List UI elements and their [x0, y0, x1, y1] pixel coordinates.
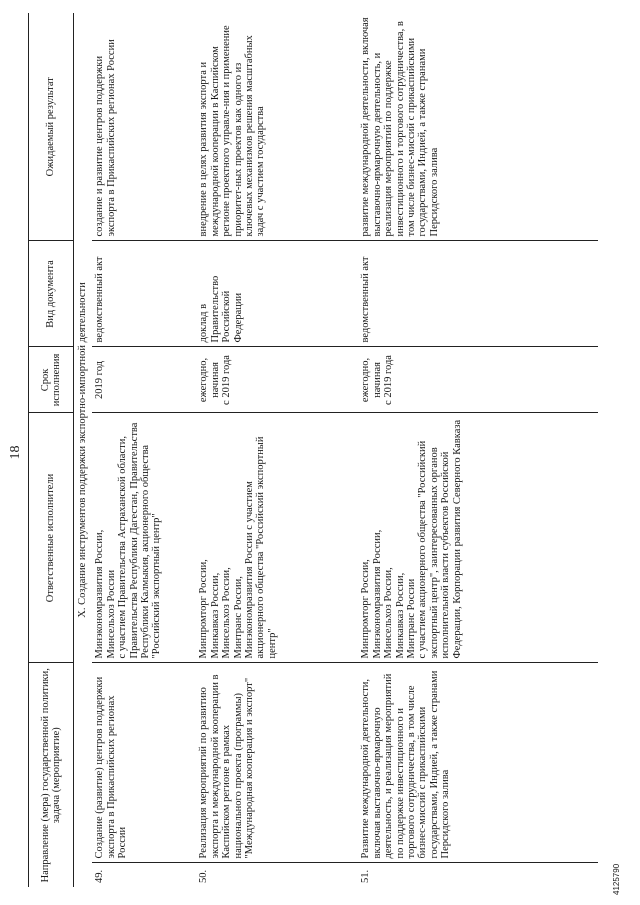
- row-direction: Развитие международной деятельности, включая выставочно-ярмарочную деятельность, и реализация мероприятий по поддержке инвестиционного и торгового сотрудничества, в том числе бизнес-миссий с прикаспийскими государствами, Индией, а также странами Персидского залива: [358, 663, 598, 863]
- row-result: создание и развитие центров поддержки экспорта в Прикаспийских регионах России: [92, 13, 196, 241]
- header-result: Ожидаемый результат: [29, 13, 74, 241]
- row-deadline: ежегодно, начиная с 2019 года: [358, 347, 598, 413]
- table-row: [196, 13, 358, 887]
- row-deadline: 2019 год: [92, 347, 196, 413]
- row-executors: Минпромторг России, Минэкономразвития России, Минсельхоз России, Минкавказ России, Минтранс России с участием акционерного общества "Российский экспортный центр", заинтересованных органов исполнительной власти субъектов Российской Федерации, Корпорации развития Северного Кавказа: [358, 413, 598, 663]
- header-direction: Направление (мера) государственной политики, задача (мероприятие): [29, 663, 74, 887]
- row-doc-type: доклад в Правительство Российской Федерации: [196, 241, 358, 347]
- row-executors: Минпромторг России, Минкавказ России, Минсельхоз России, Минтранс России, Минэкономразвития России с участием акционерного общества "Российский экспортный центр": [196, 413, 358, 663]
- header-executors: Ответственные исполнители: [29, 413, 74, 663]
- row-number: 51.: [360, 869, 372, 883]
- header-deadline: Срок исполнения: [29, 347, 74, 413]
- row-executors: Минэкономразвития России, Минсельхоз России с участием Правительства Астраханской области, Правительства Республики Дагестан, Правительства Республики Калмыкия, акционерного общества "Российский экспортный центр": [92, 413, 196, 663]
- row-direction: Создание (развитие) центров поддержки экспорта в Прикаспийских регионах России: [92, 663, 196, 863]
- table-header-row: [29, 13, 74, 887]
- table-row: [358, 13, 598, 887]
- row-deadline: ежегодно, начиная с 2019 года: [196, 347, 358, 413]
- row-doc-type: ведомственный акт: [92, 241, 196, 347]
- table-row: [92, 13, 196, 887]
- row-number: 49.: [94, 869, 106, 883]
- row-result: развитие международной деятельности, включая выставочно-ярмарочную деятельность, и реализация мероприятий по поддержке инвестиционного и торгового сотрудничества, в том числе бизнес-миссий с прикаспийскими государствами, Индией, а также странами Персидского залива: [358, 13, 598, 241]
- header-doc-type: Вид документа: [29, 241, 74, 347]
- page-number: 18: [8, 445, 23, 460]
- row-direction: Реализация мероприятий по развитию экспорта и международной кооперации в Каспийском регионе в рамках национального проекта (программы) "Международная кооперация и экспорт": [196, 663, 358, 863]
- section-row: [74, 13, 93, 887]
- row-number: 50.: [198, 869, 210, 883]
- row-result: внедрение в целях развития экспорта и международной кооперации в Каспийском регионе проектного управле-ния и применение приоритет-ных проектов как одного из ключевых механизмов решения масштабных задач с участием государства: [196, 13, 358, 241]
- section-title: X. Создание инструментов поддержки экспортно-импортной деятельности: [77, 282, 88, 618]
- row-doc-type: ведомственный акт: [358, 241, 598, 347]
- document-id: 4125790: [612, 863, 621, 895]
- action-plan-table: [28, 13, 598, 887]
